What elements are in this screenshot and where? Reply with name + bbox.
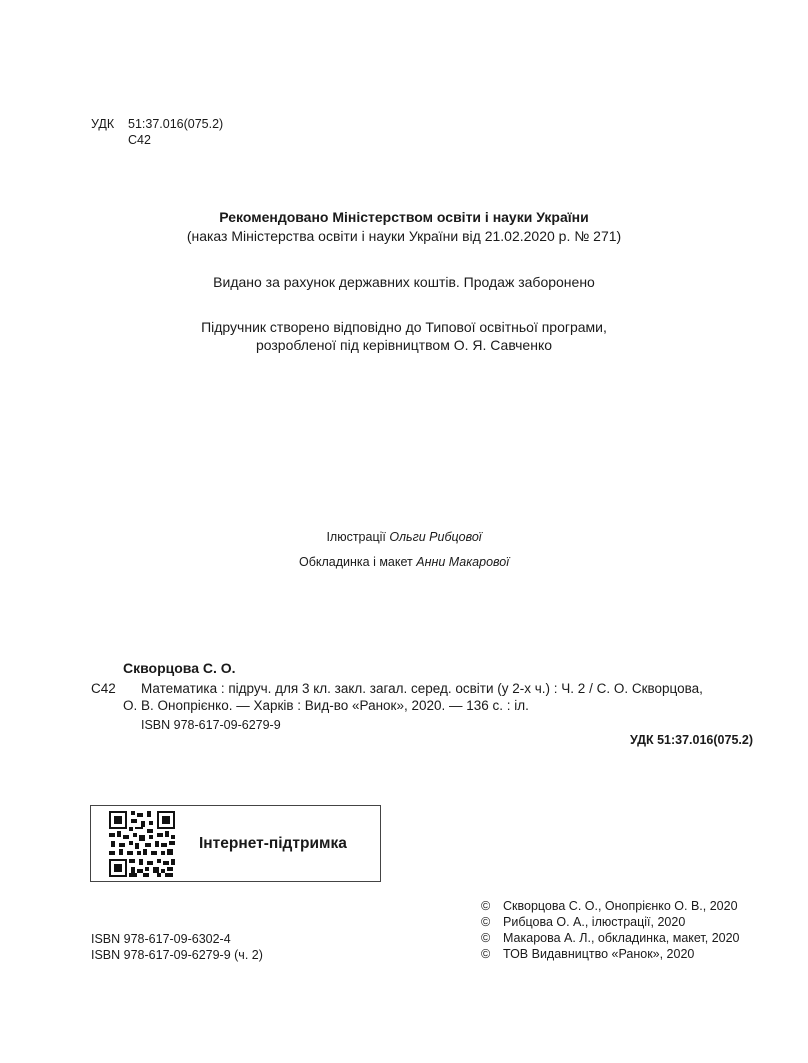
illustrations-credit xyxy=(0,530,808,544)
copyright-text: ТОВ Видавництво «Ранок», 2020 xyxy=(503,947,695,961)
internet-support-box[interactable] xyxy=(90,805,381,882)
copyright-symbol: © xyxy=(481,915,491,929)
funding-note: Видано за рахунок державних коштів. Продаж заборонено xyxy=(213,274,595,290)
internet-support-label: Інтернет-підтримка xyxy=(199,835,347,852)
copyright-text: Рибцова О. А., ілюстрації, 2020 xyxy=(503,915,686,929)
cover-label: Обкладинка і макет xyxy=(298,555,413,569)
copyright-item xyxy=(481,931,740,945)
bibliography-line2: О. В. Онопрієнко. — Харків : Вид-во «Ранок», 2020. — 136 с. : іл. xyxy=(123,698,529,713)
cover-name: Анни Макарової xyxy=(416,555,509,569)
udk-code: 51:37.016(075.2) xyxy=(128,117,224,131)
isbn-part2: ISBN 978-617-09-6279-9 (ч. 2) xyxy=(91,948,263,962)
bibliography-udk: УДК 51:37.016(075.2) xyxy=(629,733,753,747)
copyright-symbol: © xyxy=(481,947,491,961)
bibliography-author: Скворцова С. О. xyxy=(123,660,236,676)
illustrations-name: Ольги Рибцової xyxy=(389,530,482,544)
copyright-text: Скворцова С. О., Онопрієнко О. В., 2020 xyxy=(503,899,738,913)
copyright-item xyxy=(481,947,694,961)
copyright-item xyxy=(481,899,738,913)
qr-code-icon xyxy=(109,811,175,877)
copyright-symbol: © xyxy=(481,899,491,913)
bibliography-line1: Математика : підруч. для 3 кл. закл. загал. серед. освіти (у 2-х ч.) : Ч. 2 / С. О. Скворцова, xyxy=(141,681,703,696)
bibliography-mark: С42 xyxy=(91,681,116,696)
recommendation-order: (наказ Міністерства освіти і науки України від 21.02.2020 р. № 271) xyxy=(186,228,622,244)
program-note-line2: розробленої під керівництвом О. Я. Савченко xyxy=(255,337,553,353)
udk-author-mark: С42 xyxy=(128,133,151,147)
cover-credit xyxy=(0,555,808,569)
bibliography-isbn: ISBN 978-617-09-6279-9 xyxy=(141,718,281,732)
illustrations-label: Ілюстрації xyxy=(326,530,386,544)
copyright-text: Макарова А. Л., обкладинка, макет, 2020 xyxy=(503,931,740,945)
udk-label: УДК xyxy=(91,117,115,131)
recommendation-title: Рекомендовано Міністерством освіти і науки України xyxy=(219,209,589,225)
copyright-item xyxy=(481,915,685,929)
copyright-symbol: © xyxy=(481,931,491,945)
isbn-full: ISBN 978-617-09-6302-4 xyxy=(91,932,231,946)
program-note-line1: Підручник створено відповідно до Типової освітньої програми, xyxy=(201,319,607,335)
